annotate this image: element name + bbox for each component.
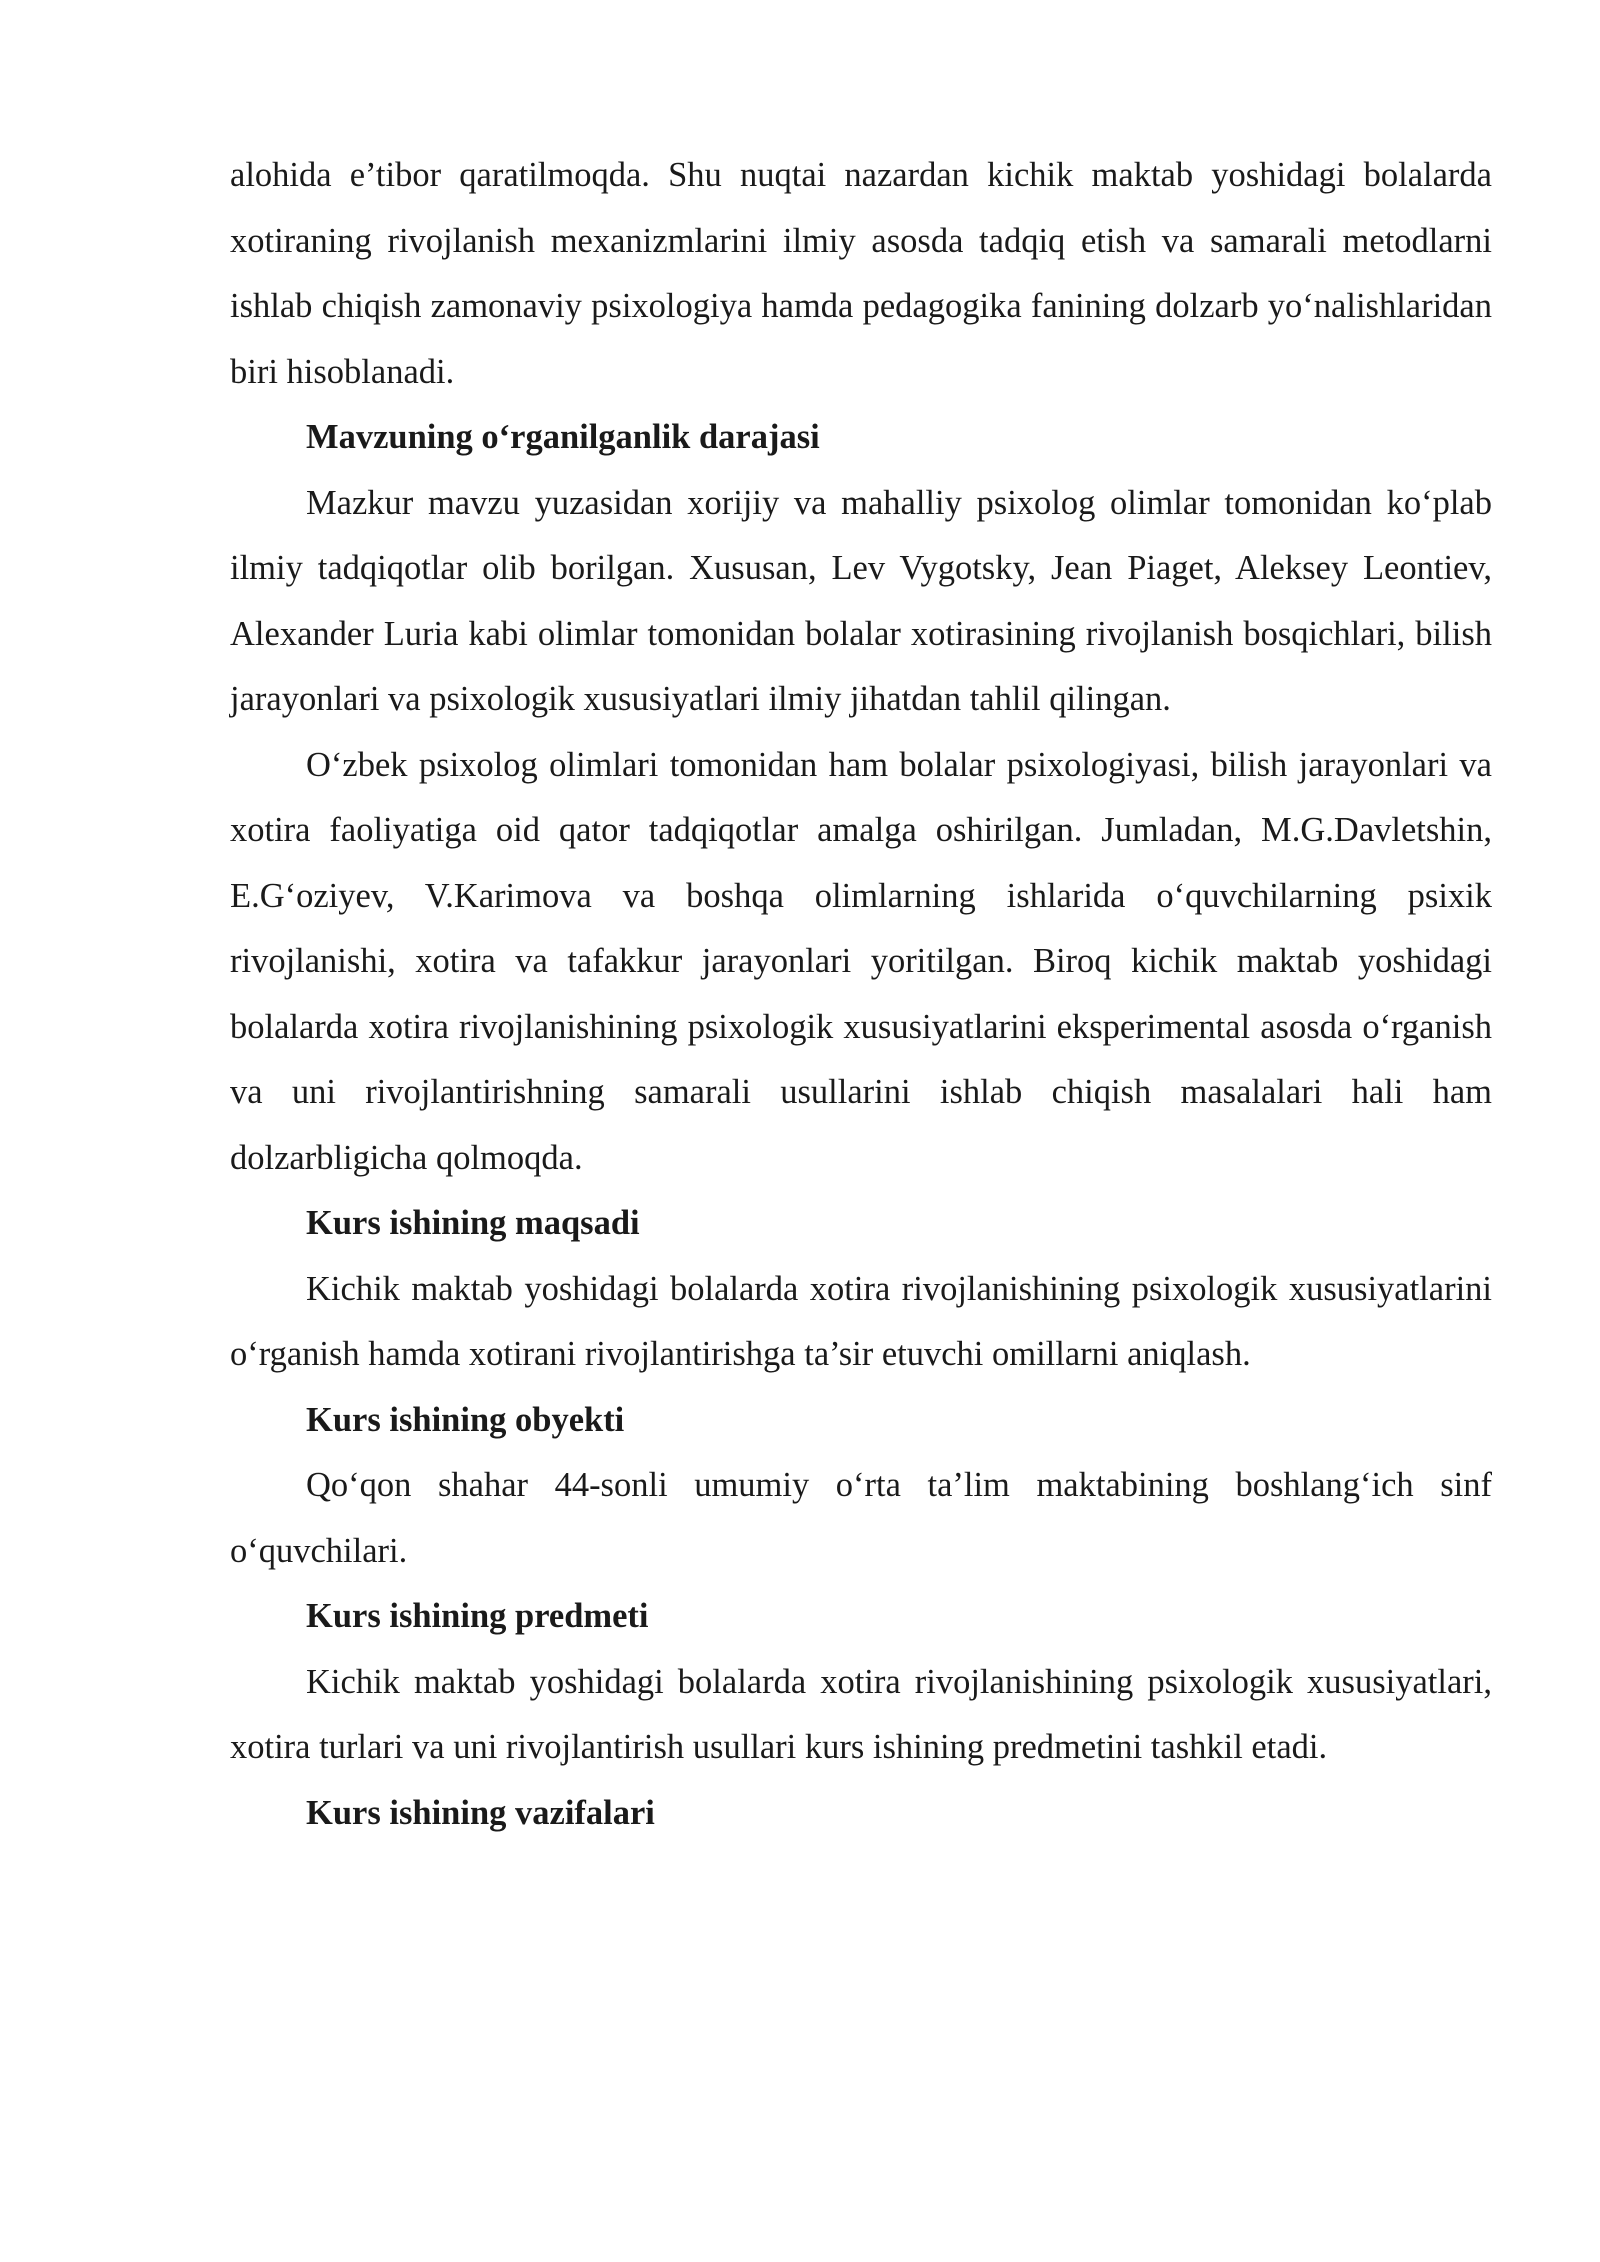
section-heading-studied-level: Mavzuning o‘rganilganlik darajasi [306,418,820,456]
paragraph-uzbek-researchers: O‘zbek psixolog olimlari tomonidan ham bolalar psixologiyasi, bilish jarayonlari va xotira faoliyatiga oid qator tadqiqotlar amalga oshirilgan. Jumladan, M.G.Davletshin, E.G‘oziyev, V.Karimova va boshqa olimlarning ishlarida o‘quvchilarning psixik rivojlanishi, xotira va tafakkur jarayonlari yoritilgan. Biroq kichik maktab yoshidagi bolalarda xotira rivojlanishining psixologik xususiyatlarini eksperimental asosda o‘rganish va uni rivojlantirishning samarali usullarini ishlab chiqish masalalari hali ham dolzarbligicha qolmoqda. [230,745,1492,1177]
section-heading-object: Kurs ishining obyekti [306,1400,625,1439]
paragraph-goal: Kichik maktab yoshidagi bolalarda xotira rivojlanishining psixologik xususiyatlarini o‘rganish hamda xotirani rivojlantirishga ta’sir etuvchi omillarni aniqlash. [230,1269,1492,1373]
section-heading-subject: Kurs ishining predmeti [306,1597,649,1635]
section-heading-tasks: Kurs ishining vazifalari [306,1793,655,1832]
paragraph-intro-continuation: alohida e’tibor qaratilmoqda. Shu nuqtai nazardan kichik maktab yoshidagi bolalarda xotiraning rivojlanish mexanizmlarini ilmiy asosda tadqiq etish va samarali metodlarni ishlab chiqish zamonaviy psixologiya hamda pedagogika fanining dolzarb yo‘nalishlaridan biri hisoblanadi. [230,156,1492,391]
paragraph-foreign-researchers: Mazkur mavzu yuzasidan xorijiy va mahalliy psixolog olimlar tomonidan ko‘plab ilmiy tadqiqotlar olib borilgan. Xususan, Lev Vygotsky, Jean Piaget, Aleksey Leontiev, Alexander Luria kabi olimlar tomonidan bolalar xotirasining rivojlanish bosqichlari, bilish jarayonlari va psixologik xususiyatlari ilmiy jihatdan tahlil qilingan. [230,483,1492,718]
section-heading-goal: Kurs ishining maqsadi [306,1204,640,1242]
document-page [230,143,1492,1846]
paragraph-object: Qo‘qon shahar 44-sonli umumiy o‘rta ta’lim maktabining boshlang‘ich sinf o‘quvchilari. [230,1466,1492,1570]
paragraph-subject: Kichik maktab yoshidagi bolalarda xotira rivojlanishining psixologik xususiyatlari, xotira turlari va uni rivojlantirish usullari kurs ishining predmetini tashkil etadi. [230,1662,1492,1766]
